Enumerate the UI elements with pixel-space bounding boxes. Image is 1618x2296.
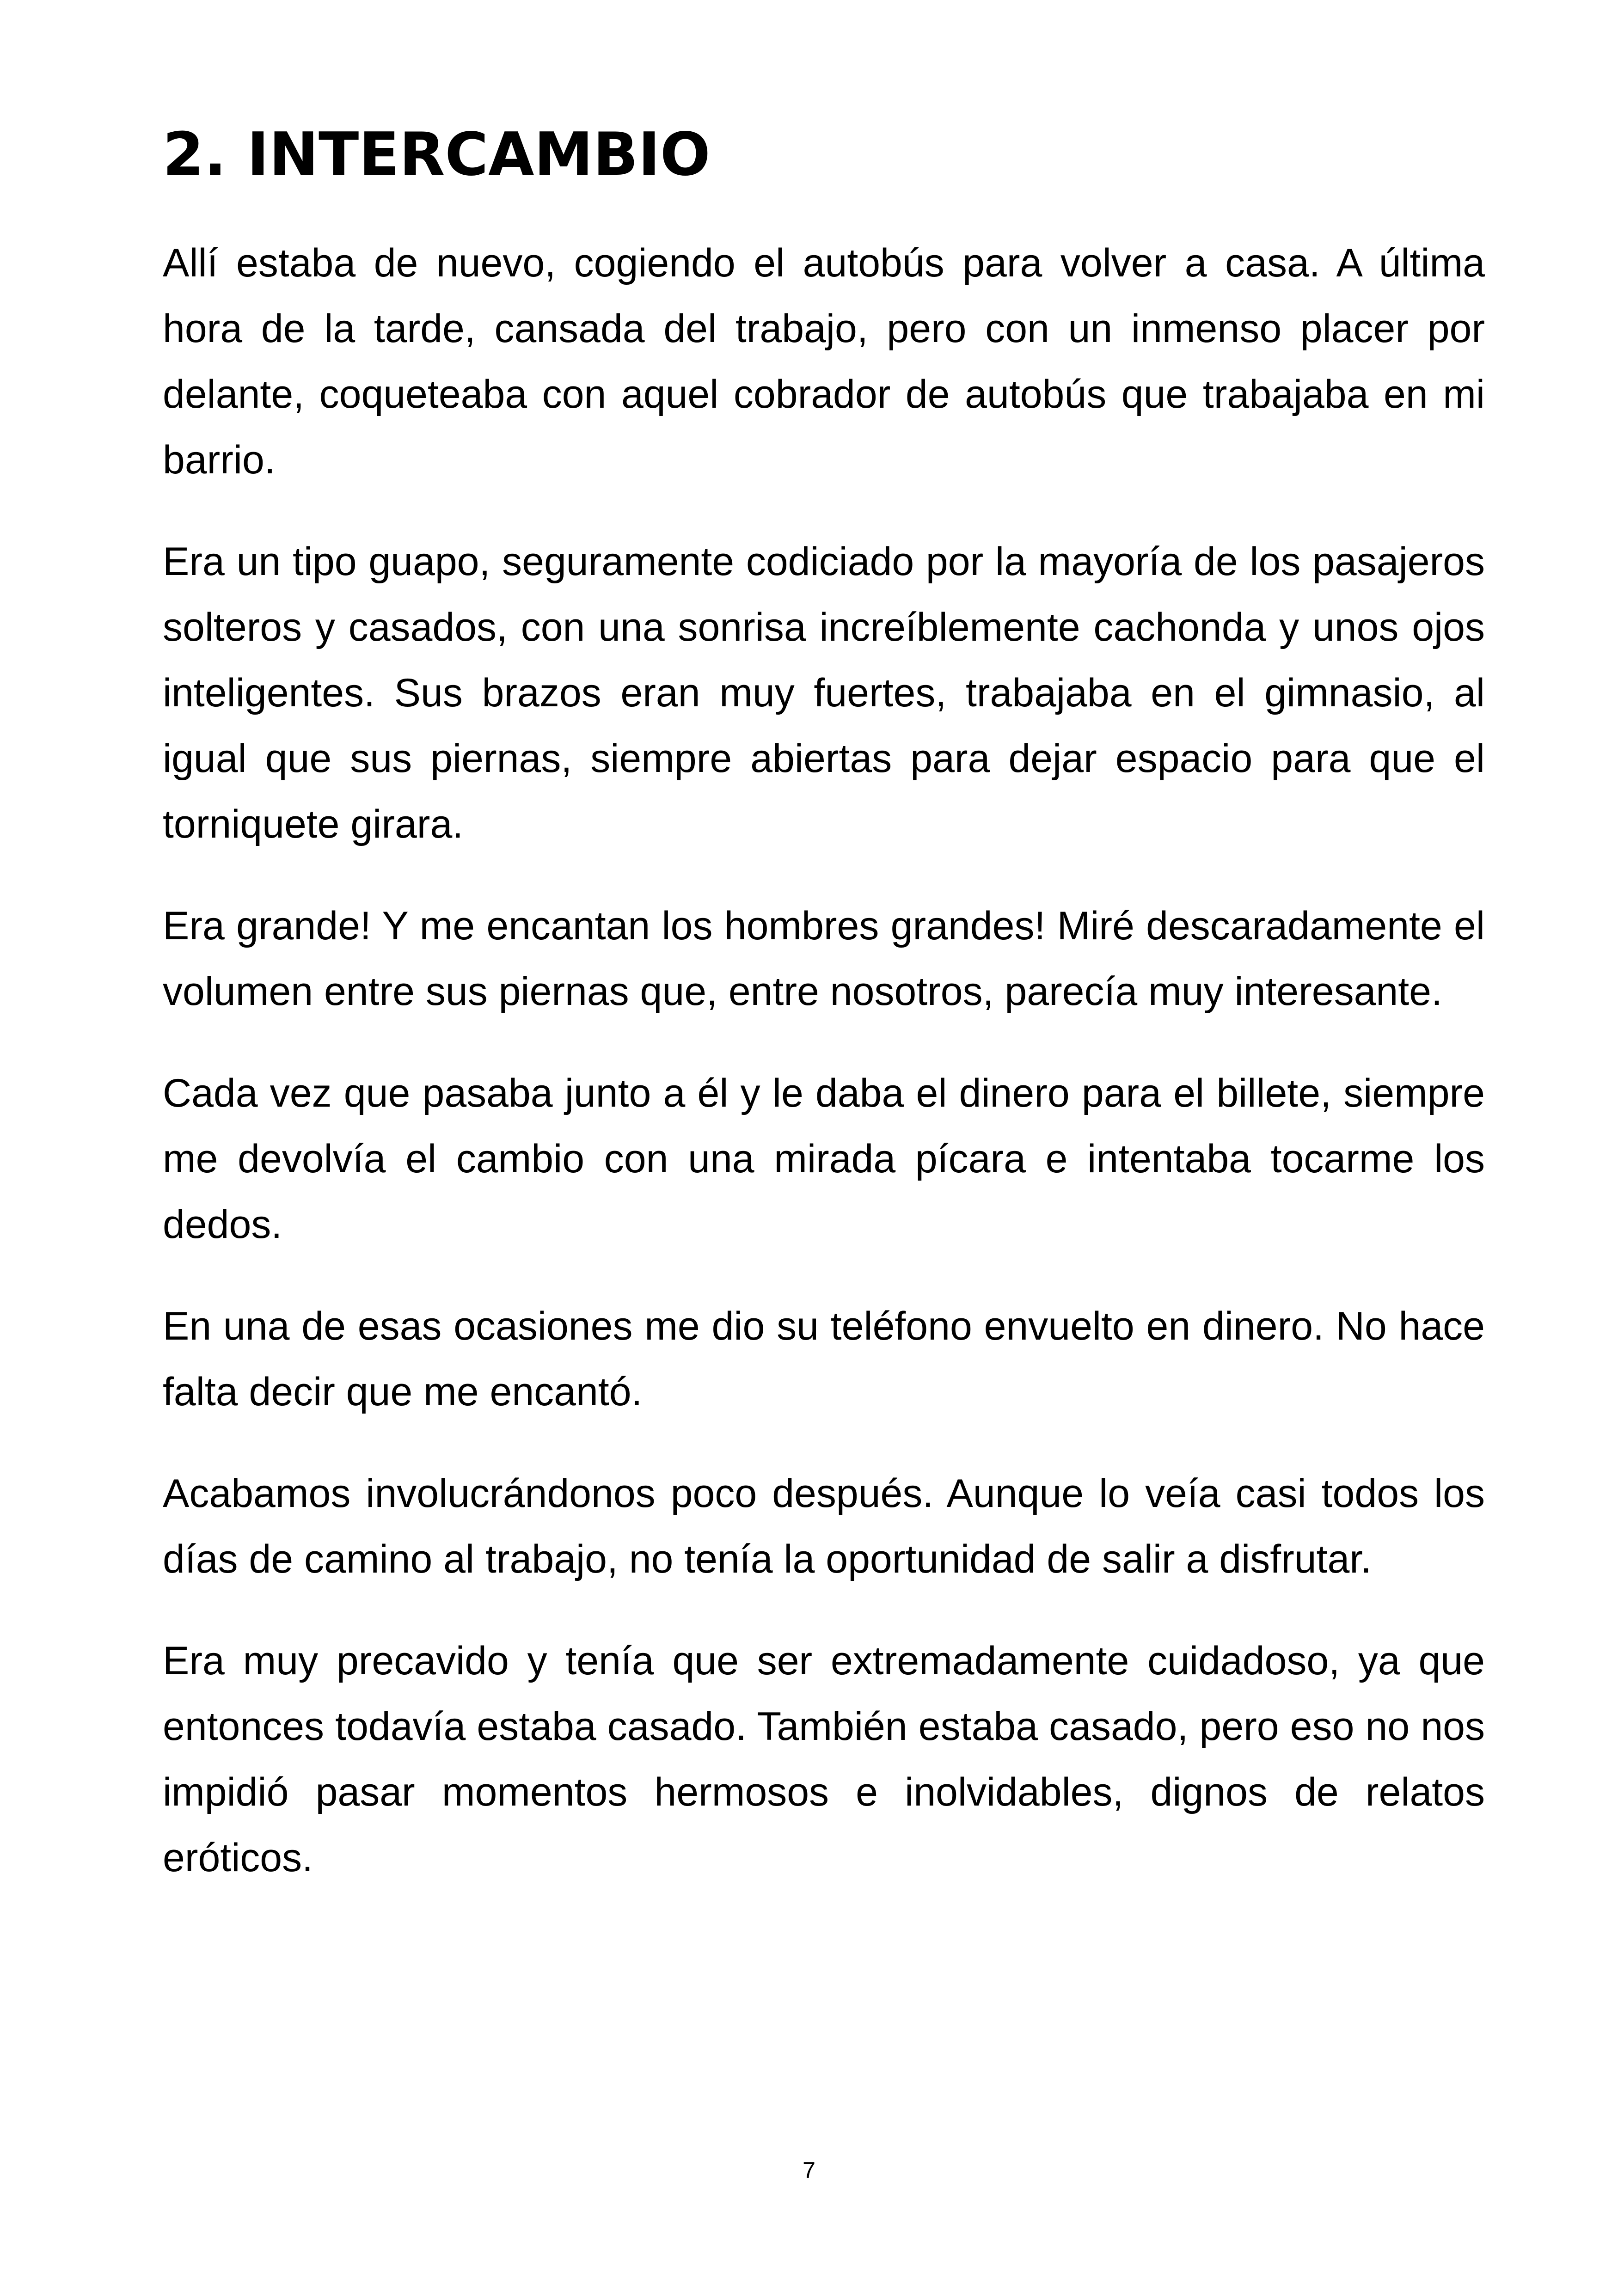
paragraph-2: Era un tipo guapo, seguramente codiciado por la mayoría de los pasajeros solteros y casados, con una sonrisa increíblemente cachonda y unos ojos inteligentes. Sus brazos eran muy fuertes, trabajaba en el gimnasio, al igual que sus piernas, siempre abiertas para dejar espacio para que el torniquete girara.: [163, 539, 1485, 846]
paragraph-4: Cada vez que pasaba junto a él y le daba el dinero para el billete, siempre me devolvía el cambio con una mirada pícara e intentaba tocarme los dedos.: [163, 1071, 1485, 1247]
page-content: [163, 111, 1485, 1891]
chapter-title: 2. INTERCAMBIO: [163, 120, 711, 189]
paragraph-5: En una de esas ocasiones me dio su teléfono envuelto en dinero. No hace falta decir que me encantó.: [163, 1304, 1485, 1414]
paragraph-1: Allí estaba de nuevo, cogiendo el autobús para volver a casa. A última hora de la tarde, cansada del trabajo, pero con un inmenso placer por delante, coqueteaba con aquel cobrador de autobús que trabajaba en mi barrio.: [163, 241, 1485, 482]
paragraph-7: Era muy precavido y tenía que ser extremadamente cuidadoso, ya que entonces todavía estaba casado. También estaba casado, pero eso no nos impidió pasar momentos hermosos e inolvidables, dignos de relatos eróticos.: [163, 1639, 1485, 1880]
page-number: 7: [803, 2157, 815, 2183]
paragraph-6: Acabamos involucrándonos poco después. Aunque lo veía casi todos los días de camino al trabajo, no tenía la oportunidad de salir a disfrutar.: [163, 1471, 1485, 1581]
paragraph-3: Era grande! Y me encantan los hombres grandes! Miré descaradamente el volumen entre sus piernas que, entre nosotros, parecía muy interesante.: [163, 904, 1485, 1014]
